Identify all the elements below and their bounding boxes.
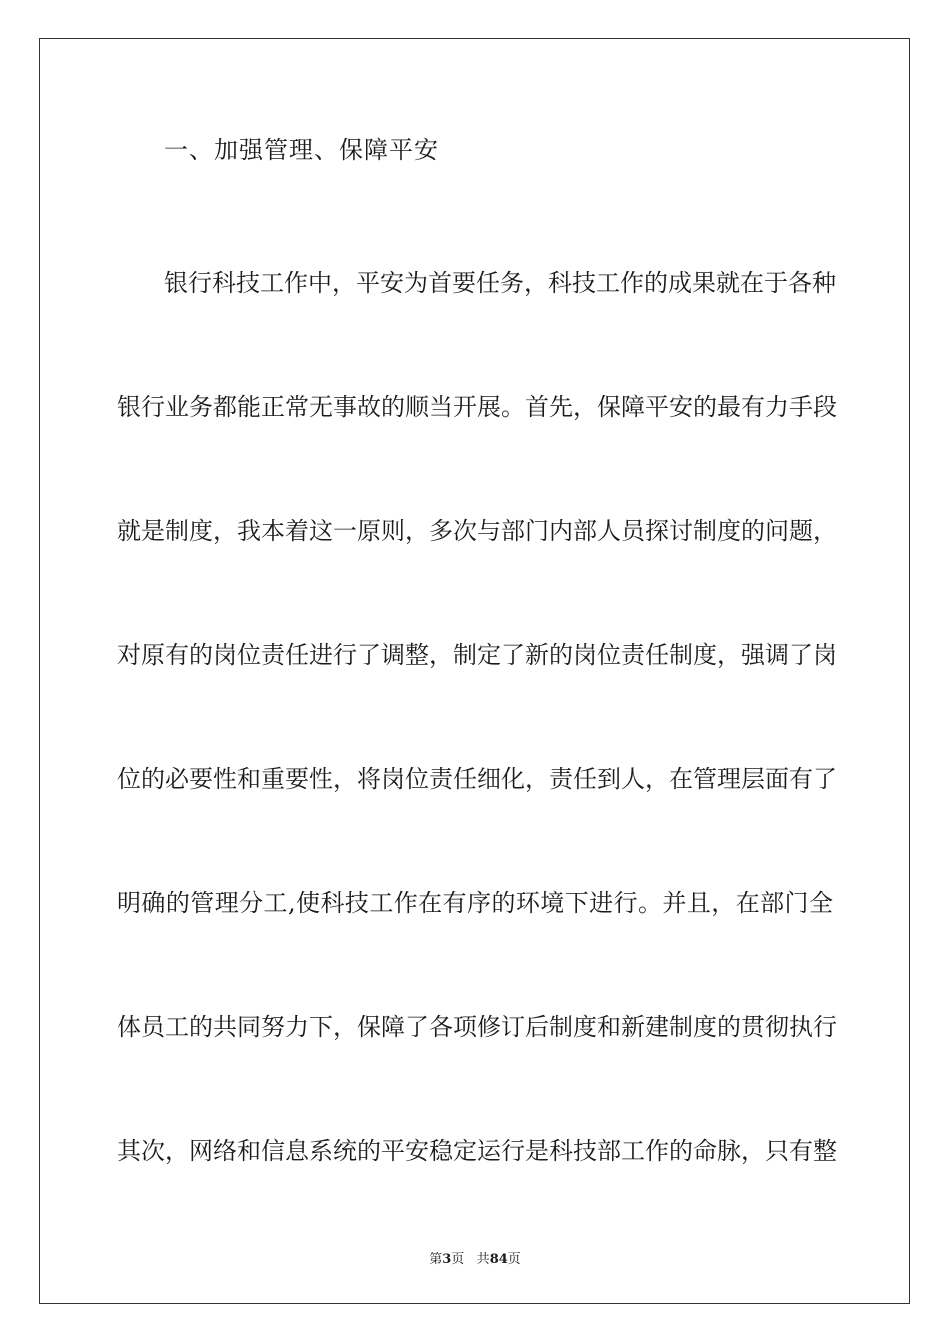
- page-suffix: 页: [451, 1252, 465, 1267]
- total-suffix: 页: [507, 1252, 521, 1267]
- paragraph-line-5: 位的必要性和重要性，将岗位责任细化，责任到人，在管理层面有了: [117, 765, 837, 793]
- paragraph-line-3: 就是制度，我本着这一原则，多次与部门内部人员探讨制度的问题，: [117, 517, 837, 545]
- page-prefix: 第: [429, 1252, 443, 1267]
- section-heading: 一、加强管理、保障平安: [164, 136, 439, 164]
- paragraph-line-1: 银行科技工作中，平安为首要任务，科技工作的成果就在于各种: [164, 269, 836, 297]
- page-footer: [0, 1248, 950, 1267]
- page-border: [39, 38, 910, 1304]
- paragraph-line-6: 明确的管理分工,使科技工作在有序的环境下进行。并且，在部门全: [117, 889, 833, 917]
- total-prefix: 共: [476, 1252, 490, 1267]
- total-pages: 84: [489, 1252, 508, 1267]
- page-number: 3: [442, 1252, 452, 1267]
- paragraph-line-2: 银行业务都能正常无事故的顺当开展。首先，保障平安的最有力手段: [117, 393, 837, 421]
- paragraph-line-7: 体员工的共同努力下，保障了各项修订后制度和新建制度的贯彻执行: [117, 1013, 837, 1041]
- paragraph-line-4: 对原有的岗位责任进行了调整，制定了新的岗位责任制度，强调了岗: [117, 641, 837, 669]
- paragraph-line-8: 其次，网络和信息系统的平安稳定运行是科技部工作的命脉，只有整: [117, 1137, 837, 1165]
